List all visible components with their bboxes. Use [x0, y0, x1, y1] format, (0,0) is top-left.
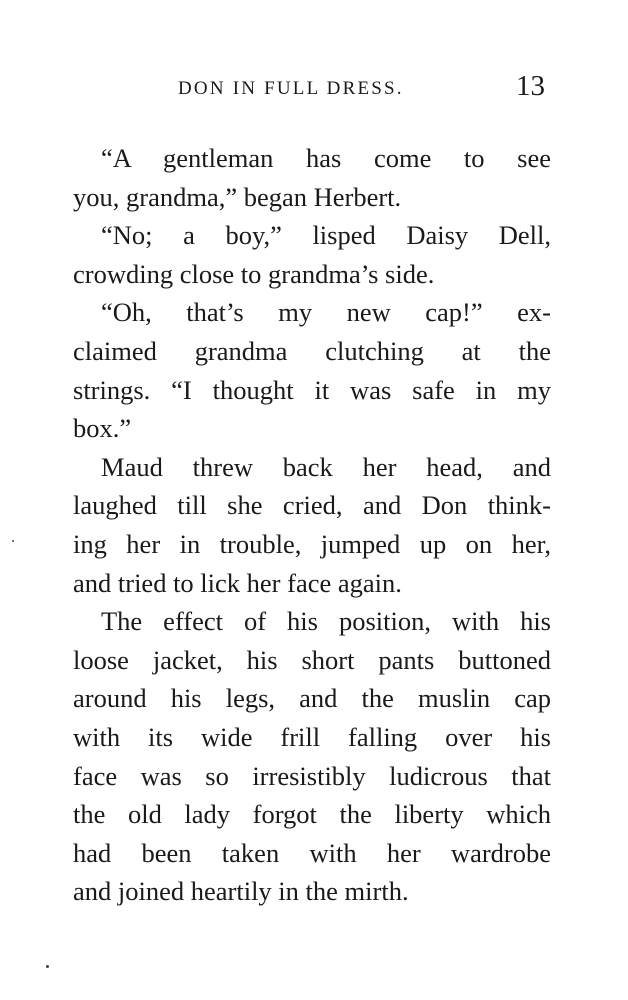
text-line: loose jacket, his short pants buttoned: [73, 644, 551, 675]
page-header: [0, 70, 628, 110]
text-line: box.”: [73, 413, 132, 444]
text-line: you, grandma,” began Herbert.: [73, 181, 402, 212]
running-head: DON IN FULL DRESS.: [178, 78, 404, 99]
text-line: “A gentleman has come to see: [101, 143, 551, 173]
text-line: laughed till she cried, and Don think-: [73, 490, 551, 521]
text-line: had been taken with her wardrobe: [73, 837, 551, 868]
text-line: crowding close to grandma’s side.: [73, 258, 435, 289]
text-line: The effect of his position, with his: [101, 606, 551, 637]
text-line: around his legs, and the muslin cap: [73, 683, 551, 714]
text-line: “No; a boy,” lisped Daisy Dell,: [101, 220, 551, 251]
text-line: and tried to lick her face again.: [73, 567, 402, 598]
print-speck: [12, 540, 14, 542]
print-speck: [46, 965, 49, 968]
text-line: face was so irresistibly ludicrous that: [73, 760, 551, 791]
text-line: and joined heartily in the mirth.: [73, 876, 409, 907]
page-number: 13: [516, 70, 545, 102]
text-line: ing her in trouble, jumped up on her,: [73, 528, 551, 559]
text-line: claimed grandma clutching at the: [73, 335, 551, 366]
text-line: “Oh, that’s my new cap!” ex-: [101, 297, 551, 328]
text-line: Maud threw back her head, and: [101, 451, 551, 482]
text-line: the old lady forgot the liberty which: [73, 799, 551, 830]
text-line: strings. “I thought it was safe in my: [73, 374, 551, 405]
body-text: [73, 139, 551, 911]
text-line: with its wide frill falling over his: [73, 721, 551, 752]
